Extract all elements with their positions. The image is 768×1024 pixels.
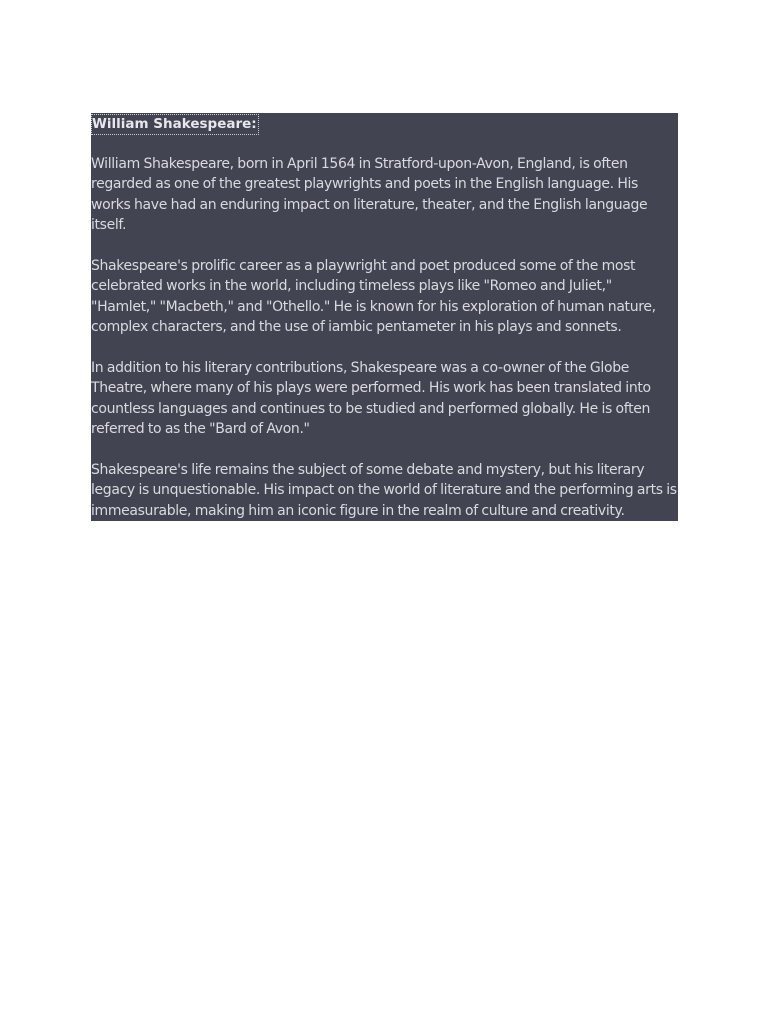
paragraph-birth: William Shakespeare, born in April 1564 in Stratford-upon-Avon, England, is often regarded as one of the greatest playwrights and poets in the English language. His works have had an enduring impact on literature, theater, and the English language itself. xyxy=(91,156,648,234)
selected-text-block[interactable] xyxy=(91,113,678,521)
paragraph-globe-theatre: In addition to his literary contributions, Shakespeare was a co-owner of the Globe Theatre, where many of his plays were performed. His work has been translated into countless languages and continues to be studied and performed globally. He is often referred to as the "Bard of Avon." xyxy=(91,360,651,438)
document-title[interactable]: William Shakespeare: xyxy=(91,114,259,135)
paragraph-career: Shakespeare's prolific career as a playwright and poet produced some of the most celebrated works in the world, including timeless plays like "Romeo and Juliet," "Hamlet," "Macbeth," and "Othello." He is known for his exploration of human nature, complex characters, and the use of iambic pentameter in his plays and sonnets. xyxy=(91,258,656,336)
paragraph-legacy: Shakespeare's life remains the subject of some debate and mystery, but his literary legacy is unquestionable. His impact on the world of literature and the performing arts is immeasurable, making him an iconic figure in the realm of culture and creativity. xyxy=(91,462,677,519)
